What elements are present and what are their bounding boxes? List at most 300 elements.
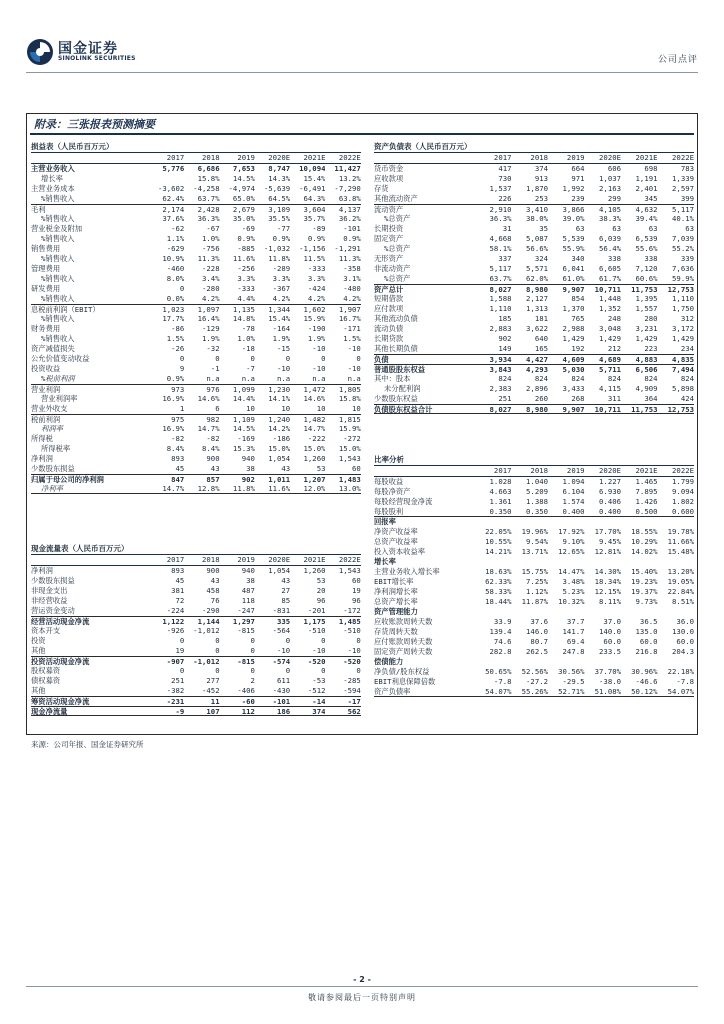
table-cell: 11,753	[631, 405, 658, 413]
income-statement-rows	[31, 164, 361, 494]
table-cell: 36.2%	[338, 214, 361, 223]
table-cell: 30.96%	[631, 667, 658, 676]
table-cell: 53	[316, 576, 326, 585]
table-cell: -907	[166, 657, 185, 666]
row-label: 资产管理能力	[374, 607, 418, 616]
table-cell: 2,679	[232, 205, 255, 214]
table-cell: -10	[347, 344, 361, 353]
table-cell: -10	[312, 646, 326, 655]
table-cell: 1.0%	[237, 334, 255, 343]
row-label: 其他长期负债	[374, 344, 418, 353]
table-row	[374, 384, 694, 394]
row-label: 少数股东权益	[374, 394, 418, 403]
year-header: 2017	[493, 153, 512, 162]
table-row	[31, 434, 361, 444]
row-label: 公允价值变动收益	[31, 354, 90, 363]
table-cell: 64.5%	[268, 194, 291, 203]
table-row	[374, 547, 694, 557]
table-row	[31, 454, 361, 464]
table-row	[31, 314, 361, 324]
table-cell: 4,689	[599, 355, 621, 364]
year-header: 2017	[166, 153, 185, 162]
table-cell: 15.0%	[268, 444, 291, 453]
table-cell: 223	[644, 344, 658, 353]
table-cell: 54.07%	[667, 687, 694, 696]
year-header: 2022E	[338, 153, 361, 162]
table-cell: 13.0%	[338, 484, 361, 493]
disclaimer-note: 敬请参阅最后一页特别声明	[308, 993, 416, 1002]
row-label: 净利率	[41, 484, 63, 493]
table-cell	[621, 557, 658, 567]
table-cell: 16.4%	[197, 314, 220, 323]
table-cell: 324	[534, 254, 548, 263]
table-cell: 1,054	[268, 566, 291, 575]
table-cell: 857	[206, 475, 220, 484]
brand-name: 国金证券	[58, 41, 118, 57]
table-row	[374, 274, 694, 284]
table-cell: 1,537	[489, 184, 512, 193]
table-cell: 11,427	[334, 164, 361, 173]
table-cell: 27	[281, 586, 291, 595]
table-cell: 893	[171, 566, 185, 575]
row-label: 营业利润率	[41, 394, 78, 403]
table-row	[31, 364, 361, 374]
table-cell: 63	[612, 224, 621, 233]
table-cell: 1.799	[672, 477, 694, 486]
table-cell: 0	[285, 354, 291, 363]
row-label: 股权募资	[31, 666, 61, 675]
table-cell: -480	[343, 284, 361, 293]
table-cell: 14.7%	[197, 424, 220, 433]
row-label: 资产负债率	[374, 687, 411, 696]
table-cell: 43	[210, 464, 220, 473]
table-cell: 0	[215, 666, 220, 675]
table-cell: 1,110	[672, 294, 694, 303]
table-cell: -520	[307, 657, 326, 666]
table-cell: 374	[534, 164, 548, 173]
table-cell: 11.8%	[268, 254, 291, 263]
table-cell: -7	[246, 364, 255, 373]
table-cell: -7,290	[334, 184, 361, 193]
year-header: 2021E	[635, 466, 658, 475]
row-label: 负债股东权益合计	[374, 405, 433, 413]
table-cell: -280	[202, 284, 220, 293]
appendix-title: 附录：三张报表预测摘要	[34, 118, 155, 131]
table-cell: 204.3	[672, 647, 694, 656]
table-cell: 60.0	[603, 637, 621, 646]
table-cell: 824	[498, 374, 512, 383]
row-label: 非流动资产	[374, 264, 411, 273]
table-row	[374, 174, 694, 184]
year-header: 2020E	[268, 153, 291, 162]
table-cell: 55.9%	[562, 244, 585, 253]
table-cell: -358	[343, 264, 361, 273]
table-cell: 345	[644, 194, 658, 203]
table-cell: 7,636	[672, 264, 694, 273]
table-cell: 1,122	[162, 617, 185, 626]
year-header: 2019	[237, 555, 255, 564]
year-header: 2018	[530, 466, 548, 475]
table-row	[374, 477, 694, 487]
table-cell	[475, 657, 512, 667]
table-cell: 3.3%	[237, 274, 255, 283]
table-cell: 824	[680, 374, 694, 383]
table-cell: 765	[571, 314, 585, 323]
table-cell: 1,260	[303, 566, 326, 575]
row-label: 营业外收支	[31, 404, 68, 413]
table-cell: 6,605	[599, 264, 621, 273]
table-cell: 0.9%	[237, 234, 255, 243]
table-cell: n.a	[206, 374, 220, 383]
table-cell	[585, 607, 622, 617]
table-cell: 1,602	[303, 305, 326, 314]
table-cell: 8,027	[489, 405, 512, 413]
table-cell: 31	[502, 224, 512, 233]
table-cell: 53	[316, 464, 326, 473]
table-row	[31, 274, 361, 284]
table-cell: 900	[206, 566, 220, 575]
footer-divider	[26, 986, 698, 987]
table-cell: 62.33%	[485, 577, 512, 586]
row-label: 归属于母公司的净利润	[31, 475, 104, 484]
table-cell: 940	[241, 454, 255, 463]
row-label: 每股经营现金净流	[374, 497, 433, 506]
cash-flow-rows	[31, 566, 361, 716]
table-cell: 149	[498, 344, 512, 353]
table-cell: 118	[241, 596, 255, 605]
table-cell: 22.84%	[667, 587, 694, 596]
table-cell: -926	[166, 626, 185, 635]
table-row	[374, 667, 694, 677]
table-cell: 611	[277, 676, 291, 685]
table-cell: 0	[356, 666, 361, 675]
table-cell: 3.3%	[272, 274, 291, 283]
row-label: %销售收入	[41, 314, 75, 323]
table-cell: 35.5%	[268, 214, 291, 223]
table-cell	[658, 607, 695, 617]
table-row	[374, 404, 694, 414]
table-cell: -171	[343, 324, 361, 333]
row-label: 每股净资产	[374, 487, 411, 496]
row-label: 少数股东损益	[31, 576, 75, 585]
table-cell: 1,907	[338, 305, 361, 314]
row-label: 所得税率	[41, 444, 71, 453]
row-label: 应付账款周转天数	[374, 637, 433, 646]
table-cell: 1,144	[197, 617, 220, 626]
table-row	[374, 497, 694, 507]
table-cell: 35.7%	[303, 214, 326, 223]
table-cell: 80.7	[530, 637, 548, 646]
table-cell: 2,174	[162, 205, 185, 214]
table-cell: 1.5%	[343, 334, 361, 343]
table-cell: 8.11%	[599, 597, 621, 606]
table-row	[374, 254, 694, 264]
table-row	[31, 254, 361, 264]
row-label: 无形资产	[374, 254, 404, 263]
table-cell: -14	[312, 697, 326, 706]
table-cell	[658, 517, 695, 527]
balance-sheet-rows	[374, 164, 694, 414]
table-row	[374, 687, 694, 697]
table-cell: -10	[277, 364, 291, 373]
table-cell: 1,011	[268, 475, 291, 484]
table-cell: 280	[644, 314, 658, 323]
row-label: 总资产增长率	[374, 597, 418, 606]
table-cell	[621, 607, 658, 617]
table-cell: 9.73%	[635, 597, 658, 606]
table-row	[374, 617, 694, 627]
table-cell: 1,054	[268, 454, 291, 463]
table-cell: 0	[321, 354, 326, 363]
table-cell: 1.9%	[202, 334, 220, 343]
table-cell: 4.2%	[272, 294, 291, 303]
row-label: 净利润	[31, 454, 53, 463]
row-label: 回报率	[374, 517, 396, 526]
table-cell: -172	[343, 606, 361, 615]
table-cell: 2,428	[197, 205, 220, 214]
table-cell: 38	[246, 576, 255, 585]
row-label: 长期贷款	[374, 334, 404, 343]
table-cell: 55.6%	[635, 244, 658, 253]
row-label: 货币资金	[374, 164, 404, 173]
table-cell: -1,156	[299, 244, 326, 253]
table-cell: 96	[316, 596, 326, 605]
row-label: %销售收入	[41, 294, 75, 303]
table-cell	[548, 607, 585, 617]
table-cell: 18.34%	[594, 577, 621, 586]
table-cell: 17.92%	[558, 527, 585, 536]
table-cell: -1,291	[334, 244, 361, 253]
table-cell: 902	[241, 475, 255, 484]
table-cell	[658, 557, 695, 567]
table-row	[374, 537, 694, 547]
table-cell: 11.6%	[232, 254, 255, 263]
table-cell: 135.0	[635, 627, 658, 636]
table-cell: 2,383	[489, 384, 512, 393]
table-cell: n.a	[347, 374, 361, 383]
table-cell: 5,711	[599, 365, 621, 374]
row-label: %销售收入	[41, 214, 75, 223]
table-cell: -10	[347, 364, 361, 373]
table-row	[374, 334, 694, 344]
table-cell: 824	[607, 374, 621, 383]
table-cell: 12.81%	[594, 547, 621, 556]
table-cell: -272	[343, 434, 361, 443]
table-cell: 5,539	[562, 234, 585, 243]
table-cell	[548, 517, 585, 527]
table-cell: -38.0	[599, 677, 621, 686]
table-row	[31, 676, 361, 686]
row-label: 每股股利	[374, 507, 404, 516]
table-cell: 139.4	[489, 627, 512, 636]
table-cell	[548, 557, 585, 567]
table-cell: 971	[571, 174, 585, 183]
table-cell: 1.028	[489, 477, 512, 486]
table-cell: 4,632	[635, 205, 658, 214]
table-cell	[585, 517, 622, 527]
ratio-analysis-title: 比率分析	[374, 454, 694, 466]
table-cell: 38.0%	[526, 214, 548, 223]
table-cell: -831	[272, 606, 291, 615]
table-row	[374, 284, 694, 294]
table-cell: 5,087	[526, 234, 548, 243]
table-cell: -222	[307, 434, 326, 443]
table-row	[374, 487, 694, 497]
table-row	[374, 184, 694, 194]
year-header: 2022E	[672, 466, 694, 475]
table-row	[31, 444, 361, 454]
balance-sheet-table	[374, 141, 694, 414]
table-cell: -6,491	[299, 184, 326, 193]
table-cell: 61.7%	[599, 274, 621, 283]
table-cell: 14.30%	[594, 567, 621, 576]
table-cell: -3,602	[157, 184, 185, 193]
table-row	[31, 244, 361, 254]
table-cell: 6,039	[599, 234, 621, 243]
table-cell: 337	[498, 254, 512, 263]
row-label: 筹资活动现金净流	[31, 697, 90, 706]
table-cell: 1,352	[599, 304, 621, 313]
table-cell: 1,230	[268, 385, 291, 394]
table-cell: 8.0%	[166, 274, 185, 283]
table-cell: 902	[498, 334, 512, 343]
table-cell: 11.3%	[197, 254, 220, 263]
table-cell: 7,494	[672, 365, 694, 374]
table-cell: 62.4%	[162, 194, 185, 203]
table-cell: -60	[241, 697, 255, 706]
table-cell: 1,805	[338, 385, 361, 394]
table-cell: 1.1%	[166, 234, 185, 243]
table-cell: 1,429	[635, 334, 658, 343]
table-cell: 3.4%	[202, 274, 220, 283]
table-cell: 60	[351, 464, 361, 473]
table-cell: 1.040	[526, 477, 548, 486]
table-cell: 4.2%	[307, 294, 326, 303]
table-cell: 424	[680, 394, 694, 403]
table-cell: 2,163	[599, 184, 621, 193]
row-label: 所得税	[31, 434, 53, 443]
table-cell: -382	[166, 686, 185, 695]
table-cell: 51.08%	[594, 687, 621, 696]
table-cell: 74.6	[493, 637, 512, 646]
table-cell: 0	[285, 636, 291, 645]
row-label: %销售收入	[41, 234, 75, 243]
table-cell: 940	[241, 566, 255, 575]
table-cell: 4.2%	[343, 294, 361, 303]
table-cell: 52.71%	[558, 687, 585, 696]
table-cell: 8,747	[268, 164, 291, 173]
table-cell: -1,012	[193, 626, 220, 635]
year-header: 2017	[493, 466, 512, 475]
page-header	[26, 36, 698, 70]
table-cell: 11.3%	[338, 254, 361, 263]
table-cell: 112	[241, 707, 255, 715]
table-cell: 3.48%	[562, 577, 585, 586]
table-cell: 2	[250, 676, 255, 685]
table-cell: -69	[241, 224, 255, 233]
table-cell: -129	[202, 324, 220, 333]
table-cell: 59.9%	[672, 274, 694, 283]
table-cell: 2,597	[672, 184, 694, 193]
row-label: 固定资产	[374, 234, 404, 243]
row-label: 税前利润	[31, 415, 61, 424]
table-cell: 61.0%	[562, 274, 585, 283]
table-cell: 239	[571, 194, 585, 203]
table-cell: 9,907	[562, 405, 585, 413]
table-cell: -82	[206, 434, 220, 443]
row-label: %税前利润	[41, 374, 75, 383]
table-cell: 45	[175, 464, 185, 473]
table-cell: 0.9%	[307, 234, 326, 243]
table-cell: 4.4%	[237, 294, 255, 303]
table-cell	[475, 557, 512, 567]
table-cell: 1.9%	[272, 334, 291, 343]
table-cell: 10,094	[299, 164, 326, 173]
row-label: 存货	[374, 184, 389, 193]
table-cell: 783	[680, 164, 694, 173]
row-label: 应收款项	[374, 174, 404, 183]
row-label: 流动资产	[374, 205, 404, 214]
table-cell: 7,653	[232, 164, 255, 173]
row-label: 毛利	[31, 205, 46, 214]
table-cell: -1	[210, 364, 220, 373]
table-cell: 9,907	[562, 285, 585, 294]
table-cell: 18.44%	[485, 597, 512, 606]
table-row	[31, 566, 361, 576]
row-label: 营业利润	[31, 385, 61, 394]
table-cell: 900	[206, 454, 220, 463]
table-row	[31, 464, 361, 474]
table-cell: -594	[343, 686, 361, 695]
row-label: 流动负债	[374, 324, 404, 333]
table-cell: 55.26%	[521, 687, 548, 696]
table-cell: 1,543	[338, 566, 361, 575]
row-label: 偿债能力	[374, 657, 404, 666]
table-cell: 7.895	[635, 487, 658, 496]
table-cell: 5.23%	[562, 587, 585, 596]
table-cell: 9.54%	[526, 537, 548, 546]
table-cell: 7.25%	[526, 577, 548, 586]
table-cell: -629	[166, 244, 185, 253]
table-cell: 824	[644, 374, 658, 383]
table-cell: 4,668	[489, 234, 512, 243]
table-row	[31, 234, 361, 244]
table-cell: 364	[644, 394, 658, 403]
table-row	[374, 517, 694, 527]
table-cell: -67	[206, 224, 220, 233]
table-cell: 17.7%	[162, 314, 185, 323]
table-cell: 1,429	[562, 334, 585, 343]
table-row	[31, 224, 361, 234]
table-cell: 5,571	[526, 264, 548, 273]
table-cell: 69.4	[566, 637, 585, 646]
page-number: - 2 -	[353, 975, 371, 984]
appendix-title-divider	[30, 133, 694, 135]
row-label: %总资产	[384, 244, 411, 253]
table-cell: -430	[272, 686, 291, 695]
table-cell: 7,039	[672, 234, 694, 243]
table-cell: 0	[179, 666, 185, 675]
table-cell: -101	[343, 224, 361, 233]
table-cell: 63	[648, 224, 658, 233]
table-cell: 233.5	[599, 647, 621, 656]
table-cell: 1,448	[599, 294, 621, 303]
table-cell: 35	[539, 224, 548, 233]
table-cell: -86	[171, 324, 185, 333]
table-cell: -290	[202, 606, 220, 615]
sinolink-logo-icon	[26, 38, 54, 66]
table-cell: 38	[246, 464, 255, 473]
